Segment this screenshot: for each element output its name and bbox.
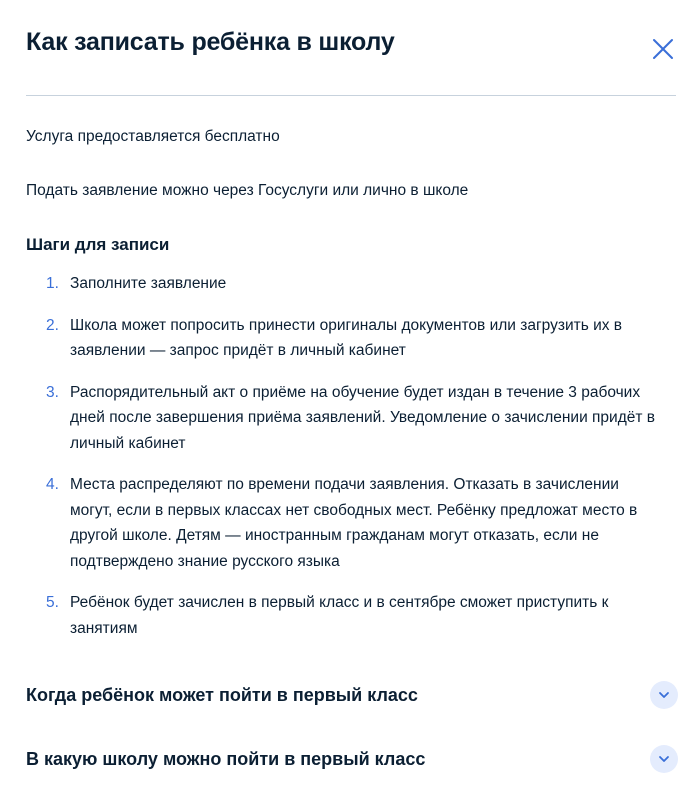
step-text: Места распределяют по времени подачи заявления. Отказать в зачислении могут, если в первых классах нет свободных мест. Ребёнку предложат место в другой школе. Детям — иностранным гражданам могут отказать, если не подтверждено знание русского языка <box>70 476 638 570</box>
step-text: Школа может попросить принести оригиналы документов или загрузить их в заявлении — запрос придёт в личный кабинет <box>70 316 623 359</box>
step-number: 3. <box>46 383 59 401</box>
accordion-first-grade-age[interactable] <box>26 679 678 711</box>
step-text: Распорядительный акт о приёме на обучение будет издан в течение 3 рабочих дней после завершения приёма заявлений. Уведомление о зачислении придёт в личный кабинет <box>70 383 656 452</box>
step-item <box>46 472 656 574</box>
step-number: 1. <box>46 275 59 292</box>
apply-methods-text: Подать заявление можно через Госуслуги или лично в школе <box>26 182 469 199</box>
divider <box>26 95 676 96</box>
step-item <box>46 590 656 641</box>
step-text: Заполните заявление <box>70 275 227 292</box>
modal-title: Как записать ребёнка в школу <box>26 28 395 56</box>
chevron-down-icon[interactable] <box>650 745 678 773</box>
steps-list <box>46 271 656 641</box>
chevron-down-icon[interactable] <box>650 681 678 709</box>
step-item <box>46 380 656 457</box>
close-button[interactable] <box>650 36 676 62</box>
step-item <box>46 313 656 364</box>
step-text: Ребёнок будет зачислен в первый класс и в сентябре сможет приступить к занятиям <box>70 594 609 637</box>
close-icon <box>650 36 676 62</box>
accordion-which-school[interactable] <box>26 743 678 775</box>
step-number: 5. <box>46 594 59 611</box>
accordion-label: Когда ребёнок может пойти в первый класс <box>26 684 418 705</box>
accordion-label: В какую школу можно пойти в первый класс <box>26 748 426 769</box>
step-number: 2. <box>46 316 59 334</box>
free-service-text: Услуга предоставляется бесплатно <box>26 128 280 145</box>
steps-heading: Шаги для записи <box>26 235 170 254</box>
step-item <box>46 271 656 297</box>
step-number: 4. <box>46 476 59 493</box>
